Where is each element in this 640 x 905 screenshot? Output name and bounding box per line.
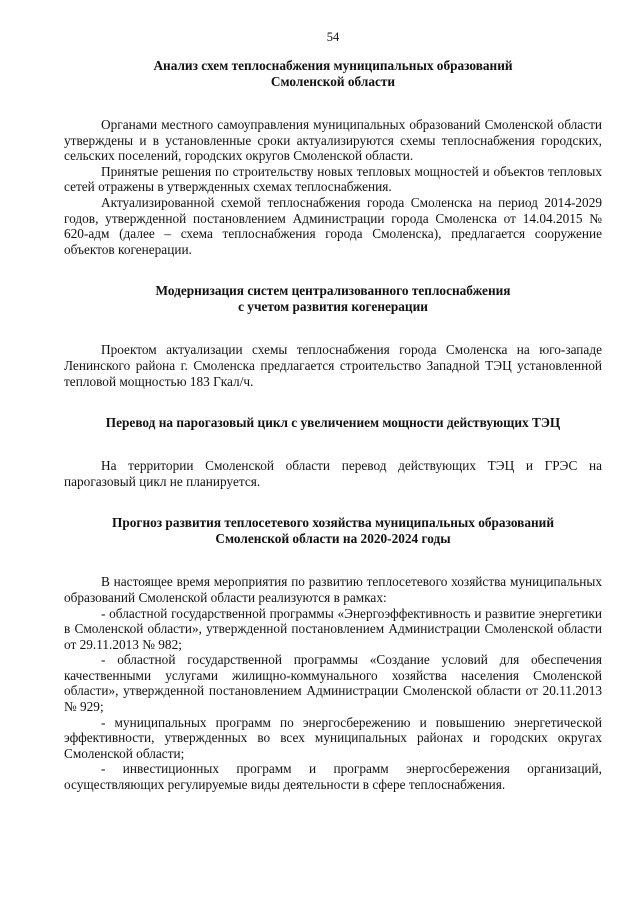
section4-heading	[64, 515, 602, 547]
section4-list-item-1: - областной государственной программы «Энергоэффективность и развитие энергетики в Смоленской области», утвержденной постановлением Администрации Смоленской области от 29.11.2013 № 982;	[64, 605, 602, 652]
section1-heading-line-2: Смоленской области	[270, 74, 396, 89]
page-number: 54	[326, 30, 340, 44]
section4-list-item-2: - областной государственной программы «Создание условий для обеспечения качественными услугами жилищно-коммунального хозяйства населения Смоленской области», утвержденной постановлением Администрации Смоленской области от 20.11.2013 № 929;	[64, 652, 602, 715]
section4-list-item-3: - муниципальных программ по энергосбережению и повышению энергетической эффективности, утвержденных во всех муниципальных районах и городских округах Смоленской области;	[64, 714, 602, 761]
section1-heading-line-1: Анализ схем теплоснабжения муниципальных образований	[153, 58, 513, 73]
section2-heading	[64, 283, 602, 315]
section2-heading-line-1: Модернизация систем централизованного теплоснабжения	[155, 283, 511, 299]
section3-heading-line-1: Перевод на парогазовый цикл с увеличением мощности действующих ТЭЦ	[105, 415, 561, 431]
section4-heading-line-2: Смоленской области на 2020-2024 годы	[215, 531, 451, 547]
section4-intro: В настоящее время мероприятия по развитию теплосетевого хозяйства муниципальных образований Смоленской области реализуются в рамках:	[64, 574, 602, 605]
section1-paragraph-1: Органами местного самоуправления муниципальных образований Смоленской области утверждены и в установленные сроки актуализируются схемы теплоснабжения городских, сельских поселений, городских округов Смоленской области.	[64, 117, 602, 164]
section1-paragraph-3: Актуализированной схемой теплоснабжения города Смоленска на период 2014-2029 годов, утвержденной постановлением Администрации города Смоленска от 14.04.2015 № 620-адм (далее – схема теплоснабжения города Смоленска), предлагается сооружение объектов когенерации.	[64, 194, 602, 257]
section4-list-item-4: - инвестиционных программ и программ энергосбережения организаций, осуществляющих регулируемые виды деятельности в сфере теплоснабжения.	[64, 761, 602, 793]
section4-heading-line-1: Прогноз развития теплосетевого хозяйства муниципальных образований	[112, 515, 554, 531]
section3-heading	[64, 415, 602, 431]
section2-paragraph-1: Проектом актуализации схемы теплоснабжения города Смоленска на юго-западе Ленинского района г. Смоленска предлагается строительство Западной ТЭЦ установленной тепловой мощностью 183 Гкал/ч.	[64, 342, 602, 389]
section1-paragraph-2: Принятые решения по строительству новых тепловых мощностей и объектов тепловых сетей отражены в утвержденных схемах теплоснабжения.	[64, 163, 602, 195]
section1-heading	[64, 58, 602, 90]
section2-heading-line-2: с учетом развития когенерации	[238, 299, 428, 315]
section3-paragraph-1: На территории Смоленской области перевод действующих ТЭЦ и ГРЭС на парогазовый цикл не планируется.	[64, 458, 602, 489]
